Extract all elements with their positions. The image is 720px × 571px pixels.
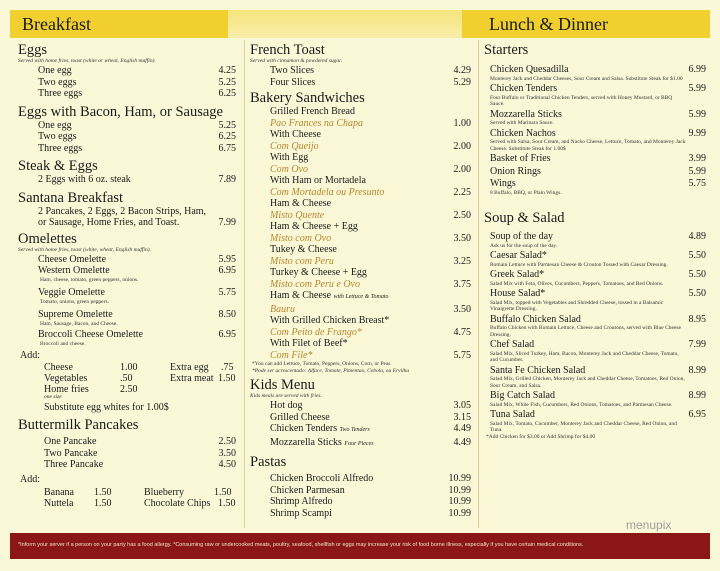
item-name: With Ham or Mortadela [270, 175, 366, 186]
item-description: Salad Mix, topped with Vegetables and Shredded Cheese, tossed in a Balsamic Vinaigrette Dressing. [490, 299, 664, 312]
column-sandwiches [250, 40, 475, 519]
menu-item: 2 Eggs with 6 oz. steak 7.89 [38, 174, 236, 185]
item-name-portuguese: Com Ovo [270, 163, 309, 175]
menu-item [484, 128, 710, 140]
soup-salad-items [484, 231, 710, 434]
column-lunch [484, 40, 710, 440]
menu-item: Grilled Cheese 3.15 [270, 411, 471, 423]
menu-item [250, 164, 475, 176]
menu-item [250, 233, 475, 245]
item-price: 5.50 [688, 288, 706, 299]
extra-meat-label: Extra meat [170, 372, 214, 384]
addon-name: Blueberry [144, 487, 184, 498]
menu-item: Chicken Parmesan 10.99 [270, 484, 471, 496]
menu-item: Mozzarella Sticks Four Pieces 4.49 [270, 436, 471, 448]
menu-item [250, 106, 475, 118]
item-description: Monterey Jack and Cheddar Cheeses, Sour Cream and Salsa. Substitute Steak for $1.00 [490, 75, 683, 82]
item-description: Ham, Sausage, Bacon, and Cheese. [40, 320, 118, 327]
menu-item [484, 250, 710, 262]
item-name-portuguese: Misto com Peru e Ovo [270, 278, 360, 290]
menu-item [250, 221, 475, 233]
menu-item [484, 153, 710, 165]
item-price: 3.50 [453, 232, 471, 244]
pancake-addons [18, 485, 240, 509]
menu-item: Three eggs 6.75 [38, 142, 236, 154]
item-description: Served with Marinara Sauce. [490, 120, 554, 126]
item-price [471, 315, 475, 327]
salad-note: *Add Chicken for $3.00 or Add Shrimp for $4.00 [486, 433, 596, 440]
bakery-items [250, 106, 475, 361]
section-subtitle: Kids meals are served with fries. [250, 393, 322, 399]
item-name-portuguese: Misto Quente [270, 209, 325, 221]
item-description: Salad Mix with Feta, Olives, Cucumbers, Peppers, Tomatoes, and Red Onions. [490, 280, 664, 287]
section-title-bakery: Bakery Sandwiches [250, 90, 365, 106]
section-title-pastas: Pastas [250, 454, 287, 470]
item-price: 1.00 [453, 117, 471, 129]
extra-egg-label: Extra egg [170, 361, 209, 373]
add-label: Add: [20, 350, 40, 361]
menu-item: Four Slices 5.29 [270, 76, 471, 88]
column-divider [478, 40, 479, 528]
addon-price: 1.00 [120, 361, 138, 373]
menu-item [250, 244, 475, 256]
item-price: 9.99 [688, 127, 706, 139]
section-title-steak: Steak & Eggs [18, 158, 98, 174]
item-description: Ham, cheese, tomato, green peppers, onions. [40, 276, 139, 283]
menupix-logo: menupix [626, 518, 672, 532]
item-name: Chicken Tenders [490, 83, 558, 94]
menu-item: Western Omelette 6.95 [38, 265, 236, 276]
menu-item: Hot dog 3.05 [270, 400, 471, 411]
item-price: 5.99 [688, 83, 706, 94]
menu-item [250, 141, 475, 153]
bakery-note-pt: *Pode ser acrescentado: Alface, Tomate, Pimentao, Cebola, ou Ervilha [252, 367, 410, 374]
item-name: Tukey & Cheese [270, 244, 337, 255]
item-price: 2.00 [453, 140, 471, 152]
item-price: 7.99 [688, 339, 706, 350]
section-subtitle: Served with cinnamon & powdered sugar. [250, 58, 343, 64]
section-subtitle: Served with home fries, toast (white or wheat, English muffin). [18, 58, 156, 64]
lunch-dinner-header: Lunch & Dinner [489, 14, 608, 34]
menu-item: One Pancake 2.50 [44, 436, 236, 447]
item-price [471, 221, 475, 233]
item-price: 4.75 [453, 326, 471, 338]
item-description: 8 Buffalo, BBQ, or Plain Wings. [490, 189, 562, 196]
menu-item [250, 118, 475, 130]
menu-item: One egg 4.25 [38, 65, 236, 76]
item-description: Buffalo Chicken with Romain Lettuce, Cheese and Croutons, served with Blue Cheese Dressing. [490, 325, 681, 338]
item-price: 8.99 [688, 364, 706, 376]
item-tag: with Lettuce & Tomato [333, 294, 389, 300]
item-description: Romain Lettuce with Parmesan Cheese & Crouton Tossed with Caesar Dressing. [490, 261, 668, 268]
item-name: Buffalo Chicken Salad [490, 313, 581, 325]
item-price [471, 290, 475, 304]
section-title-soup-salad: Soup & Salad [484, 210, 565, 226]
item-price: 5.75 [453, 349, 471, 361]
addon-name: Banana [44, 487, 74, 498]
item-description: Four Buffalo or Traditional Chicken Tenders, served with Honey Mustard, or BBQ Sauce. [490, 94, 673, 107]
addon-name: Nuttela [44, 498, 74, 509]
item-name: Wings [490, 178, 516, 189]
item-price: 6.95 [688, 409, 706, 420]
item-description: Salad Mix, Grilled Chicken, Monterey Jack and Cheddar Cheese, Tomatoes, Red Onion, Sour Cream, and Salsa. [490, 376, 685, 389]
santana-description: 2 Pancakes, 2 Eggs, 2 Bacon Strips, Ham, [38, 205, 207, 217]
addon-note: one size [44, 393, 62, 400]
item-name: Onion Rings [490, 165, 541, 177]
item-name: Basket of Fries [490, 153, 551, 164]
egg-whites-note: Substitute egg whites for 1.00$ [44, 401, 169, 413]
menu-item [250, 315, 475, 327]
item-price: 2.00 [453, 163, 471, 175]
item-price: 3.75 [453, 278, 471, 290]
item-price [471, 338, 475, 350]
item-price: 3.25 [453, 255, 471, 267]
item-price: 5.75 [688, 178, 706, 189]
menu-item [250, 152, 475, 164]
header-band-middle [228, 10, 462, 38]
menu-item [484, 288, 710, 300]
extra-egg-price: .75 [221, 361, 234, 373]
item-price: 5.50 [688, 250, 706, 261]
menu-item: Chicken Broccoli Alfredo 10.99 [270, 473, 471, 484]
item-price: 3.99 [688, 153, 706, 164]
menu-item: Shrimp Alfredo 10.99 [270, 496, 471, 507]
menu-item [484, 83, 710, 95]
item-name: With Egg [270, 152, 309, 163]
breakfast-header: Breakfast [22, 14, 91, 34]
menu-item [250, 279, 475, 291]
item-name: Ham & Cheese [270, 198, 332, 209]
section-title-santana: Santana Breakfast [18, 189, 124, 206]
menu-item [484, 269, 710, 281]
item-price [471, 175, 475, 187]
item-description: Tomato, onions, green peppers. [40, 298, 109, 305]
item-name: House Salad* [490, 288, 546, 299]
menu-item [484, 231, 710, 243]
item-name: Soup of the day [490, 231, 554, 242]
item-price: 4.89 [688, 231, 706, 242]
addon-price: 1.50 [94, 487, 112, 498]
add-label: Add: [20, 473, 40, 485]
item-price [471, 267, 475, 279]
addon-name: Vegetables [44, 372, 88, 384]
menu-item [250, 327, 475, 339]
item-price: 3.50 [453, 303, 471, 315]
item-name: Turkey & Cheese + Egg [270, 267, 367, 278]
addon-name: Home fries [44, 383, 89, 395]
menu-item [484, 339, 710, 351]
item-name: Big Catch Salad [490, 390, 555, 401]
item-name: Grilled French Bread [270, 106, 355, 117]
item-name-portuguese: Com File* [270, 349, 313, 361]
item-name-portuguese: Misto com Ovo [270, 232, 332, 244]
item-price [471, 106, 475, 118]
item-name: Santa Fe Chicken Salad [490, 364, 586, 376]
extra-meat-price: 1.50 [218, 372, 236, 384]
item-price: 5.50 [688, 269, 706, 280]
item-name: Caesar Salad* [490, 250, 547, 261]
menu-item [484, 314, 710, 326]
item-description: Ask us for the soup of the day. [490, 242, 558, 249]
item-description: Salad Mix, White Fish, Cucumbers, Red Onions, Tomatoes, and Parmesan Cheese. [490, 401, 673, 408]
item-name: Mozzarella Sticks [490, 108, 562, 120]
section-subtitle: Served with home fries, toast (white, wheat, English muffin). [18, 246, 151, 253]
menu-item [250, 267, 475, 279]
menu-item [250, 304, 475, 316]
item-price: 8.99 [688, 390, 706, 401]
item-price [471, 244, 475, 256]
section-title-starters: Starters [484, 42, 529, 58]
item-price: 2.25 [453, 186, 471, 198]
item-description: Served with Salsa, Sour Cream, and Nacho Cheese, Lettuce, Tomato, and Monterey Jack Cheese. Substitute Steak for 1.00$ [490, 139, 686, 152]
item-price [471, 198, 475, 210]
menu-item: Supreme Omelette 8.50 [38, 309, 236, 320]
item-name: With Cheese [270, 129, 321, 140]
menu-item: Veggie Omelette 5.75 [38, 287, 236, 298]
addon-price: .50 [120, 372, 133, 384]
item-name-portuguese: Pao Frances na Chapa [270, 117, 364, 129]
addon-price: 2.50 [120, 383, 138, 395]
addon-name: Chocolate Chips [144, 498, 211, 509]
item-price [471, 152, 475, 164]
menu-item [484, 390, 710, 402]
item-description: Broccoli and cheese. [40, 340, 86, 347]
menu-item: Shrimp Scampi 10.99 [270, 507, 471, 519]
menu-item: One egg 5.25 [38, 119, 236, 131]
section-title-eggs: Eggs [18, 42, 47, 58]
menu-item [250, 129, 475, 141]
item-price: 5.99 [688, 108, 706, 120]
item-name: With Filet of Beef* [270, 338, 348, 349]
menu-item [250, 256, 475, 268]
omelette-addons [18, 362, 240, 398]
item-name-portuguese: Com Queijo [270, 140, 319, 152]
menu-item [484, 64, 710, 76]
menu-item [484, 166, 710, 178]
menu-item: Two Pancake 3.50 [44, 447, 236, 459]
menu-item: Two Slices 4.29 [270, 65, 471, 76]
item-price: 2.50 [453, 209, 471, 221]
addon-price: 1.50 [218, 498, 236, 509]
starters-items [484, 64, 710, 196]
section-title-kids: Kids Menu [250, 377, 315, 393]
item-name-portuguese: Misto com Peru [270, 255, 334, 267]
menu-item [250, 210, 475, 222]
item-name: Chef Salad [490, 339, 535, 350]
eggs-items [18, 65, 240, 100]
menu-item: Two eggs 5.25 [38, 76, 236, 88]
addon-name: Cheese [44, 361, 73, 373]
item-name-portuguese: Bauru [270, 303, 295, 315]
menu-item: Chicken Tenders Two Tenders 4.49 [270, 423, 471, 434]
section-title-french-toast: French Toast [250, 42, 325, 58]
item-name: Ham & Cheese + Egg [270, 221, 358, 232]
addon-price: 1.50 [94, 498, 112, 509]
menu-item [250, 198, 475, 210]
menu-item [484, 365, 710, 377]
menu-item: Three Pancake 4.50 [44, 459, 236, 470]
menu-item: Two eggs 6.25 [38, 131, 236, 142]
menu-item: Three eggs 6.25 [38, 88, 236, 99]
item-price: 5.99 [688, 165, 706, 177]
item-name: Chicken Quesadilla [490, 64, 569, 75]
menu-item: Cheese Omelette 5.95 [38, 253, 236, 265]
bakery-note: *You can add Lettuce, Tomato, Peppers, Onions, Corn, or Peas [252, 361, 391, 367]
column-divider [244, 40, 245, 528]
menu-item [250, 350, 475, 362]
item-description: Salad Mix, Sliced Turkey, Ham, Bacon, Monterey Jack and Cheddar Cheese, Tomato, and Cucumber. [490, 350, 679, 363]
item-name: Ham & Cheese with Lettuce & Tomato [270, 290, 389, 301]
item-name-portuguese: Com Peito de Frango* [270, 326, 362, 338]
menu-item [250, 175, 475, 187]
item-name: Tuna Salad [490, 409, 535, 420]
item-price [471, 129, 475, 141]
menu-item: Broccoli Cheese Omelette 6.95 [38, 329, 236, 340]
addon-price: 1.50 [214, 487, 232, 498]
item-price: 6.99 [688, 64, 706, 75]
menu-item [250, 187, 475, 199]
item-description: Salad Mix, Tomato, Cucumber, Monterey Jack and Cheddar Cheese, Red Onion, and Tuna. [490, 420, 677, 433]
menu-item [250, 338, 475, 350]
item-name: Greek Salad* [490, 269, 545, 280]
item-name: With Grilled Chicken Breast* [270, 315, 390, 326]
santana-description: or Sausage, Home Fries, and Toast. 7.99 [38, 217, 236, 228]
column-breakfast [18, 40, 240, 509]
allergy-footer: *Inform your server if a person on your party has a food allergy. *Consuming raw or undercooked meats, poultry, seafood, shellfish or eggs may increase your risk of food borne illness, especially if you have certain medical conditions. [10, 533, 710, 559]
menu-item [484, 178, 710, 190]
item-name-portuguese: Com Mortadela ou Presunto [270, 186, 385, 198]
menu-item [484, 409, 710, 421]
section-title-eggs-bacon: Eggs with Bacon, Ham, or Sausage [18, 103, 223, 120]
menu-item [484, 109, 710, 121]
item-name: Chicken Nachos [490, 127, 556, 139]
section-title-pancakes: Buttermilk Pancakes [18, 417, 139, 433]
menu-item [250, 290, 475, 304]
item-price: 8.95 [688, 313, 706, 325]
section-title-omelettes: Omelettes [18, 230, 77, 247]
